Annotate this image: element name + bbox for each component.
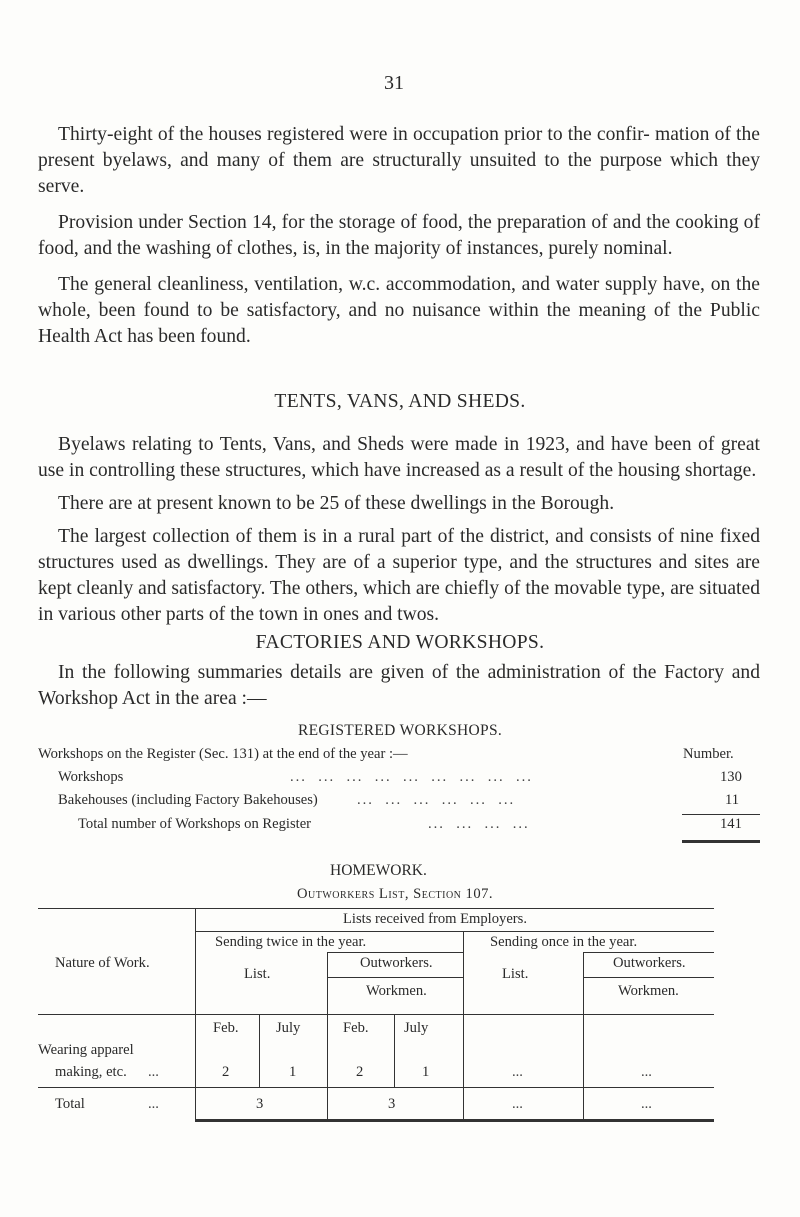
table-rule	[327, 977, 463, 978]
section-heading-tents: TENTS, VANS, AND SHEDS.	[274, 391, 526, 412]
body-text-factories	[38, 660, 760, 712]
page-number: 31	[384, 72, 404, 94]
feb-label: Feb.	[343, 1020, 369, 1036]
workshops-intro: Workshops on the Register (Sec. 131) at the end of the year :—	[38, 746, 408, 762]
paragraph: There are at present known to be 25 of these dwellings in the Borough.	[58, 493, 615, 514]
table-rule-vertical	[327, 952, 328, 1120]
paragraph: In the following summaries details are given of the administration of the Factory and Workshop Act in the area :—	[38, 662, 760, 709]
sending-twice-header: Sending twice in the year.	[215, 934, 367, 950]
table-rule-vertical	[195, 908, 196, 1120]
homework-subheading: Outworkers List, Section 107.	[297, 886, 494, 902]
number-header: Number.	[683, 746, 734, 762]
homework-heading: HOMEWORK.	[330, 862, 427, 879]
table-cell-value: 1	[289, 1064, 297, 1080]
lists-received-header: Lists received from Employers.	[343, 911, 527, 927]
table-rule	[38, 1087, 714, 1088]
table-rule-vertical	[463, 931, 464, 1120]
dot-leader: ...	[148, 1064, 159, 1080]
paragraph: Provision under Section 14, for the storage of food, the preparation of and the cooking of food, and the washing of clothes, is, in the majority of instances, purely nominal.	[38, 212, 760, 259]
total-workshops-label: Total number of Workshops on Register	[78, 816, 312, 832]
july-label: July	[276, 1020, 301, 1036]
subtotal-rule	[682, 814, 760, 815]
total-list-value: 3	[256, 1096, 264, 1112]
paragraph: The general cleanliness, ventilation, w.c. accommodation, and water supply have, on the whole, been found to be satisfactory, and no nuisance within the meaning of the Public Health Act has been found.	[38, 274, 760, 347]
paragraph: Byelaws relating to Tents, Vans, and Sheds were made in 1923, and have been of great use in controlling these structures, which have increased as a result of the housing shortage.	[38, 434, 760, 481]
list-header: List.	[244, 966, 271, 982]
paragraph: The largest collection of them is in a rural part of the district, and consists of nine fixed structures used as dwellings. They are of a superior type, and the structures and sites are kept cleanly and satisfactory. The others, which are chiefly of the movable type, are situated in various other parts of the town in ones and twos.	[38, 526, 760, 625]
row-label: making, etc.	[55, 1064, 127, 1080]
nature-of-work-header: Nature of Work.	[55, 955, 150, 971]
row-label: Wearing apparel	[38, 1042, 134, 1058]
bakehouses-row-value: 11	[725, 792, 740, 808]
table-rule-vertical	[583, 952, 584, 1120]
table-rule-vertical	[394, 1014, 395, 1087]
july-label: July	[404, 1020, 429, 1036]
total-workshops-value: 141	[720, 816, 742, 832]
table-cell-empty: ...	[512, 1064, 523, 1080]
outworkers-header: Outworkers.	[360, 955, 433, 971]
body-text-top	[38, 122, 760, 350]
table-rule-vertical	[259, 1014, 260, 1087]
table-cell-empty: ...	[641, 1096, 652, 1112]
table-cell-empty: ...	[512, 1096, 523, 1112]
bakehouses-row-label: Bakehouses (including Factory Bakehouses)	[58, 792, 318, 808]
table-rule	[327, 952, 463, 953]
list-header: List.	[502, 966, 529, 982]
workmen-header: Workmen.	[618, 983, 679, 999]
paragraph: Thirty-eight of the houses registered were in occupation prior to the confir- mation of the present byelaws, and many of them are structurally unsuited to the purpose which they serve.	[38, 124, 760, 197]
table-rule-top	[38, 908, 714, 909]
total-outworkers-value: 3	[388, 1096, 396, 1112]
workmen-header: Workmen.	[366, 983, 427, 999]
table-cell-value: 1	[422, 1064, 430, 1080]
body-text-tents	[38, 432, 760, 628]
section-heading-factories: FACTORIES AND WORKSHOPS.	[255, 632, 545, 653]
dot-leader: ... ... ... ...	[428, 816, 530, 832]
table-cell-empty: ...	[641, 1064, 652, 1080]
sending-once-header: Sending once in the year.	[490, 934, 638, 950]
table-rule	[38, 1014, 714, 1015]
feb-label: Feb.	[213, 1020, 239, 1036]
dot-leader: ... ... ... ... ... ... ... ... ...	[290, 769, 533, 785]
outworkers-header: Outworkers.	[613, 955, 686, 971]
total-label: Total	[55, 1096, 85, 1112]
dot-leader: ...	[148, 1096, 159, 1112]
table-rule	[195, 931, 714, 932]
workshops-row-value: 130	[720, 769, 742, 785]
registered-workshops-heading: REGISTERED WORKSHOPS.	[297, 722, 503, 739]
table-rule	[583, 952, 714, 953]
table-cell-value: 2	[356, 1064, 364, 1080]
workshops-row-label: Workshops	[58, 769, 124, 785]
table-rule	[583, 977, 714, 978]
dot-leader: ... ... ... ... ... ...	[357, 792, 516, 808]
total-rule	[682, 840, 760, 843]
table-rule-bottom	[195, 1119, 714, 1122]
table-cell-value: 2	[222, 1064, 230, 1080]
